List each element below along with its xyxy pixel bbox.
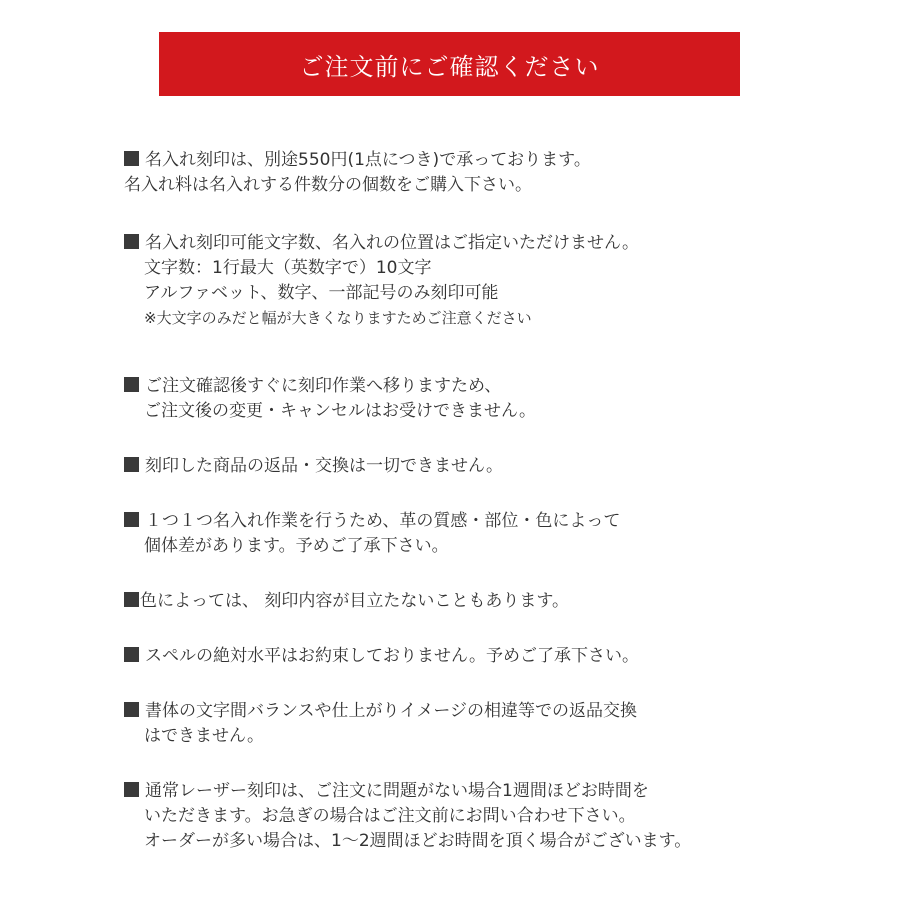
notice-text: 個体差があります。予めご了承下さい。 [144,536,449,556]
notice-footnote: ※大文字のみだと幅が大きくなりますためご注意ください [144,309,532,327]
page-title: ご注文前にご確認ください [299,52,600,81]
square-bullet-icon [124,512,139,527]
square-bullet-icon [124,151,139,166]
notice-text: アルファベット、数字、一部記号のみ刻印可能 [144,283,499,303]
notice-text: いただきます。お急ぎの場合はご注文前にお問い合わせ下さい。 [144,806,636,826]
square-bullet-icon [124,702,139,717]
notice-color-visibility [124,589,844,614]
notice-text: 名入れ刻印可能文字数、名入れの位置はご指定いただけません。 [145,233,640,253]
square-bullet-icon [124,782,139,797]
square-bullet-icon [124,457,139,472]
square-bullet-icon [124,592,139,607]
square-bullet-icon [124,377,139,392]
notice-text: ご注文後の変更・キャンセルはお受けできません。 [144,401,537,421]
notice-no-cancellation [124,374,844,424]
notice-spelling-alignment [124,644,844,669]
notice-text: 色によっては、 刻印内容が目立たないこともあります。 [140,591,570,611]
notice-list [124,148,844,854]
notice-engraving-fee [124,148,844,198]
square-bullet-icon [124,234,139,249]
notice-no-returns [124,454,844,479]
notice-individual-differences [124,509,844,559]
notice-text: ご注文確認後すぐに刻印作業へ移りますため、 [145,376,502,396]
notice-text: オーダーが多い場合は、1〜2週間ほどお時間を頂く場合がございます。 [144,831,692,851]
notice-text: 文字数：1行最大（英数字で）10文字 [144,258,432,278]
notice-text: 書体の文字間バランスや仕上がりイメージの相違等での返品交換 [145,701,637,721]
notice-text: 名入れ刻印は、別途550円(1点につき)で承っております。 [145,150,591,170]
notice-text: はできません。 [144,726,265,746]
notice-text: 名入れ料は名入れする件数分の個数をご購入下さい。 [124,175,532,195]
notice-character-limit [124,231,844,331]
notice-text: 刻印した商品の返品・交換は一切できません。 [145,456,504,476]
notice-text: スペルの絶対水平はお約束しておりません。予めご了承下さい。 [145,646,640,666]
header-banner [159,32,740,96]
notice-font-balance [124,699,844,749]
square-bullet-icon [124,647,139,662]
notice-text: 通常レーザー刻印は、ご注文に問題がない場合1週間ほどお時間を [145,781,649,801]
notice-delivery-time [124,779,844,854]
notice-text: １つ１つ名入れ作業を行うため、革の質感・部位・色によって [145,511,621,531]
